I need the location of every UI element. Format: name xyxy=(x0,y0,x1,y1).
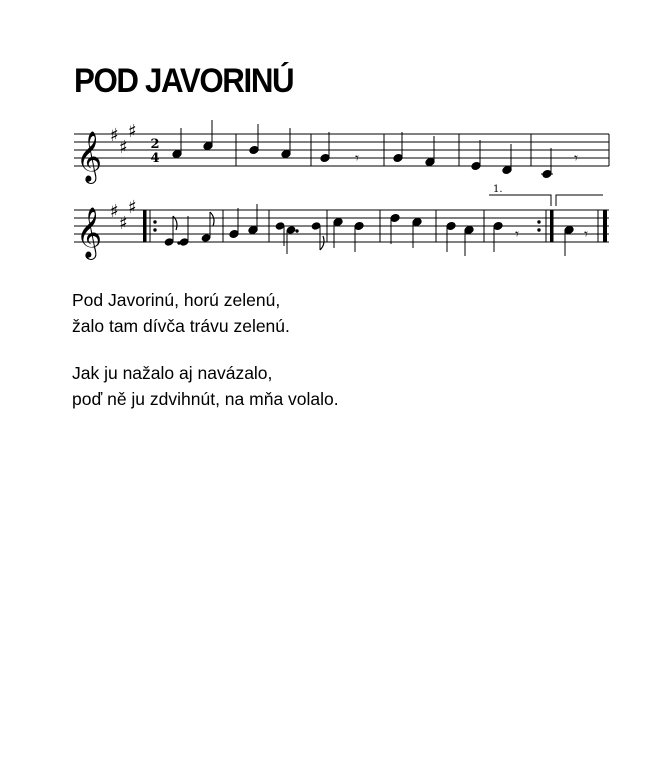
volta-bracket xyxy=(489,195,603,206)
svg-text:♯: ♯ xyxy=(119,137,128,158)
lyrics xyxy=(72,287,339,433)
treble-clef-icon: 𝄞 xyxy=(76,207,103,258)
svg-text:♯: ♯ xyxy=(110,125,119,146)
svg-text:𝄾: 𝄾 xyxy=(574,149,578,167)
stanza-1 xyxy=(72,287,339,339)
time-signature xyxy=(150,137,159,166)
lyric-line: žalo tam dívča trávu zelenú. xyxy=(72,316,290,336)
svg-text:𝄾: 𝄾 xyxy=(515,225,519,243)
key-signature xyxy=(110,121,137,158)
notes xyxy=(164,204,574,256)
sheet-music xyxy=(0,0,668,280)
svg-text:𝄾: 𝄾 xyxy=(355,149,359,167)
staff-system-1 xyxy=(74,120,609,184)
svg-text:𝄾: 𝄾 xyxy=(584,225,588,243)
volta-label: 1. xyxy=(493,184,503,195)
svg-text:♯: ♯ xyxy=(110,201,119,222)
time-sig-bottom: 4 xyxy=(150,151,160,166)
lyric-line: Pod Javorinú, horú zelenú, xyxy=(72,290,281,310)
stanza-2 xyxy=(72,360,339,412)
key-signature xyxy=(110,197,137,234)
lyric-line: poď ně ju zdvihnút, na mňa volalo. xyxy=(72,389,339,409)
svg-text:♯: ♯ xyxy=(119,213,128,234)
staff-system-2 xyxy=(74,197,609,260)
lyric-line: Jak ju nažalo aj navázalo, xyxy=(72,363,273,383)
song-title: POD JAVORINÚ xyxy=(74,62,294,100)
staff-lines xyxy=(74,210,609,242)
time-sig-top: 2 xyxy=(150,137,160,152)
svg-text:♯: ♯ xyxy=(128,197,137,218)
notes xyxy=(172,120,553,179)
svg-text:♯: ♯ xyxy=(128,121,137,142)
treble-clef-icon: 𝄞 xyxy=(76,131,103,182)
